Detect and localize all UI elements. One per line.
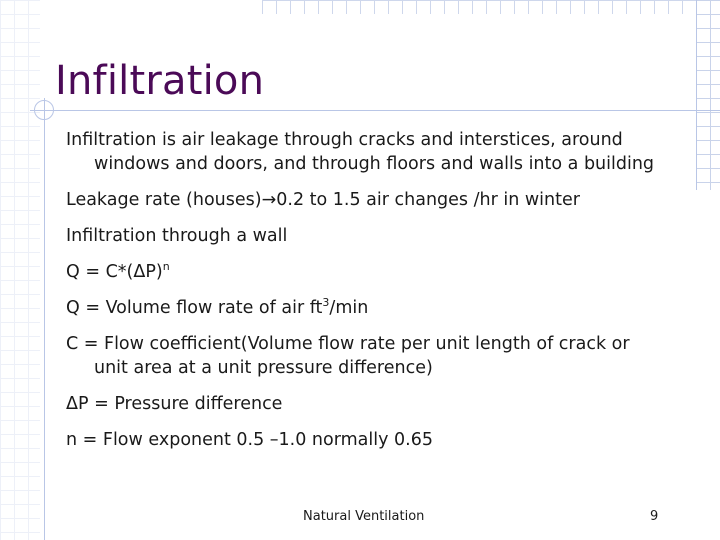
footer-title: Natural Ventilation	[303, 509, 425, 524]
background-grid-top	[262, 0, 720, 14]
bullet-line: Infiltration is air leakage through cracks and interstices, around	[66, 130, 623, 150]
bullet-leakage-rate	[66, 188, 686, 212]
right-arrow-icon: →	[261, 190, 277, 210]
formula-base: Q = C*(ΔP)	[66, 262, 163, 282]
crosshair-decoration-icon	[34, 100, 54, 120]
bullet-c-definition	[66, 332, 686, 380]
background-grid-right	[696, 0, 720, 190]
decorative-vertical-line	[44, 98, 45, 540]
bullet-q-definition	[66, 296, 686, 320]
decorative-horizontal-line	[30, 110, 720, 111]
bullet-line-continued: unit area at a unit pressure difference)	[94, 358, 433, 378]
bullet-deltap-definition	[66, 392, 686, 416]
bullet-text: Q = Volume flow rate of air ft	[66, 298, 323, 318]
bullet-line-continued: windows and doors, and through floors and walls into a building	[94, 154, 655, 174]
background-grid-left	[0, 0, 40, 540]
bullet-infiltration-definition	[66, 128, 686, 176]
slide-body	[66, 128, 686, 464]
page-number: 9	[650, 509, 659, 524]
bullet-text-after-arrow: 0.2 to 1.5 air changes /hr in winter	[276, 190, 580, 210]
decorative-right-line	[696, 0, 697, 190]
bullet-infiltration-wall	[66, 224, 686, 248]
bullet-text: Infiltration through a wall	[66, 226, 288, 246]
formula-exponent: n	[162, 260, 170, 274]
bullet-n-definition	[66, 428, 686, 452]
bullet-line: C = Flow coefficient(Volume flow rate per unit length of crack or	[66, 334, 630, 354]
bullet-text: n = Flow exponent 0.5 –1.0 normally 0.65	[66, 430, 433, 450]
bullet-text: Leakage rate (houses)	[66, 190, 262, 210]
unit-exponent: 3	[322, 296, 330, 310]
slide-title: Infiltration	[55, 58, 265, 104]
bullet-formula	[66, 260, 686, 284]
bullet-text-unit: /min	[329, 298, 369, 318]
bullet-text: ΔP = Pressure difference	[66, 394, 283, 414]
